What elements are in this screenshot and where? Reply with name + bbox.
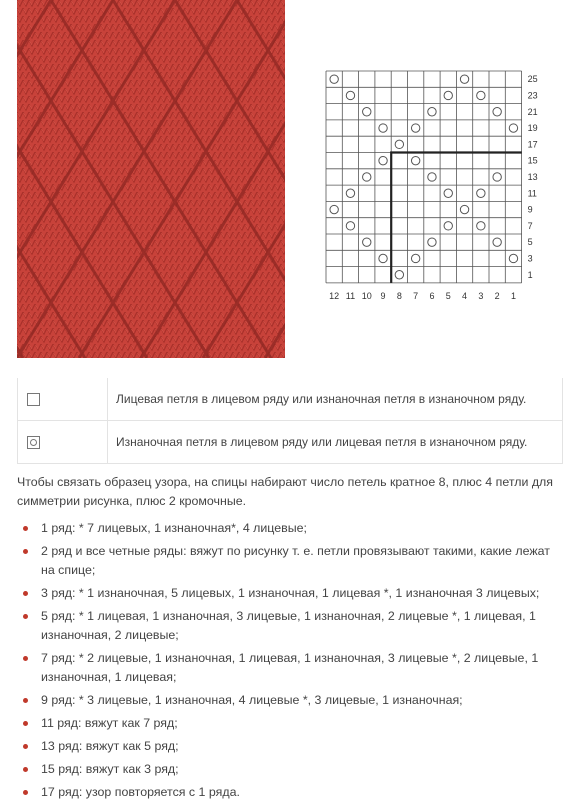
- row-instructions-list: [17, 519, 565, 806]
- column-number-label: 12: [329, 290, 340, 301]
- column-number-label: 5: [445, 290, 451, 301]
- column-number-label: 4: [462, 290, 468, 301]
- legend-text: Изнаночная петля в лицевом ряду или лицевая петля в изнаночном ряду.: [108, 421, 563, 464]
- list-item: 9 ряд: * 3 лицевые, 1 изнаночная, 4 лицевые *, 3 лицевые, 1 изнаночная;: [17, 691, 565, 710]
- column-number-label: 1: [510, 290, 516, 301]
- list-item: 15 ряд: вяжут как 3 ряд;: [17, 760, 565, 779]
- purl-stitch-mark: [330, 205, 338, 213]
- purl-stitch-mark: [363, 108, 371, 116]
- purl-stitch-mark: [460, 75, 468, 83]
- column-number-label: 2: [494, 290, 500, 301]
- legend-row-knit: [18, 378, 563, 421]
- row-number-label: 7: [527, 220, 533, 231]
- row-number-label: 13: [527, 171, 538, 182]
- purl-stitch-mark: [363, 173, 371, 181]
- row-number-label: 21: [527, 106, 538, 117]
- column-number-label: 9: [380, 290, 386, 301]
- row-number-label: 9: [527, 204, 533, 215]
- purl-stitch-mark: [411, 124, 419, 132]
- knit-stitch-icon: [27, 393, 40, 406]
- row-number-label: 25: [527, 74, 538, 85]
- intro-paragraph: Чтобы связать образец узора, на спицы набирают число петель кратное 8, плюс 4 петли для симметрии рисунка, плюс 2 кромочные.: [17, 475, 553, 508]
- column-number-label: 6: [429, 290, 435, 301]
- column-number-label: 8: [396, 290, 402, 301]
- row-number-label: 5: [527, 237, 533, 248]
- purl-stitch-icon: [27, 436, 40, 449]
- purl-stitch-mark: [444, 222, 452, 230]
- row-number-label: 15: [527, 155, 538, 166]
- purl-stitch-mark: [411, 254, 419, 262]
- purl-stitch-mark: [509, 254, 517, 262]
- list-item: 13 ряд: вяжут как 5 ряд;: [17, 737, 565, 756]
- purl-stitch-mark: [444, 91, 452, 99]
- purl-stitch-mark: [444, 189, 452, 197]
- purl-stitch-mark: [493, 173, 501, 181]
- purl-stitch-mark: [477, 91, 485, 99]
- column-number-label: 7: [413, 290, 419, 301]
- list-item: 11 ряд: вяжут как 7 ряд;: [17, 714, 565, 733]
- column-number-label: 11: [345, 290, 356, 301]
- knitting-chart: [325, 70, 555, 310]
- row-number-label: 1: [527, 269, 533, 280]
- list-item: 7 ряд: * 2 лицевые, 1 изнаночная, 1 лицевая, 1 изнаночная, 3 лицевые *, 2 лицевые, 1 изнаночная, 1 лицевая;: [17, 649, 565, 687]
- purl-stitch-mark: [493, 108, 501, 116]
- purl-stitch-mark: [395, 140, 403, 148]
- legend-text: Лицевая петля в лицевом ряду или изнаночная петля в изнаночном ряду.: [108, 378, 563, 421]
- row-number-label: 23: [527, 90, 538, 101]
- column-number-label: 10: [361, 290, 372, 301]
- purl-stitch-mark: [330, 75, 338, 83]
- purl-stitch-mark: [411, 156, 419, 164]
- purl-stitch-mark: [460, 205, 468, 213]
- column-number-label: 3: [478, 290, 484, 301]
- knitted-swatch-photo: [17, 0, 285, 358]
- list-item: 2 ряд и все четные ряды: вяжут по рисунку т. е. петли провязывают такими, какие лежат на спице;: [17, 542, 565, 580]
- purl-stitch-mark: [428, 173, 436, 181]
- row-number-label: 3: [527, 253, 533, 264]
- list-item: 5 ряд: * 1 лицевая, 1 изнаночная, 3 лицевые, 1 изнаночная, 2 лицевые *, 1 лицевая, 1 изнаночная, 2 лицевые;: [17, 607, 565, 645]
- purl-stitch-mark: [428, 108, 436, 116]
- purl-stitch-mark: [379, 156, 387, 164]
- row-number-label: 11: [527, 188, 537, 199]
- purl-stitch-mark: [395, 271, 403, 279]
- purl-stitch-mark: [477, 189, 485, 197]
- list-item: 3 ряд: * 1 изнаночная, 5 лицевых, 1 изнаночная, 1 лицевая *, 1 изнаночная 3 лицевых;: [17, 584, 565, 603]
- purl-stitch-mark: [493, 238, 501, 246]
- legend-table: [17, 378, 563, 464]
- purl-stitch-mark: [379, 254, 387, 262]
- row-number-label: 19: [527, 123, 538, 134]
- purl-stitch-mark: [346, 222, 354, 230]
- purl-stitch-mark: [477, 222, 485, 230]
- list-item: 1 ряд: * 7 лицевых, 1 изнаночная*, 4 лицевые;: [17, 519, 565, 538]
- row-number-label: 17: [527, 139, 538, 150]
- purl-stitch-mark: [379, 124, 387, 132]
- legend-row-purl: [18, 421, 563, 464]
- list-item: 17 ряд: узор повторяется с 1 ряда.: [17, 783, 565, 802]
- purl-stitch-mark: [346, 91, 354, 99]
- purl-stitch-mark: [509, 124, 517, 132]
- purl-stitch-mark: [428, 238, 436, 246]
- purl-stitch-mark: [346, 189, 354, 197]
- purl-stitch-mark: [363, 238, 371, 246]
